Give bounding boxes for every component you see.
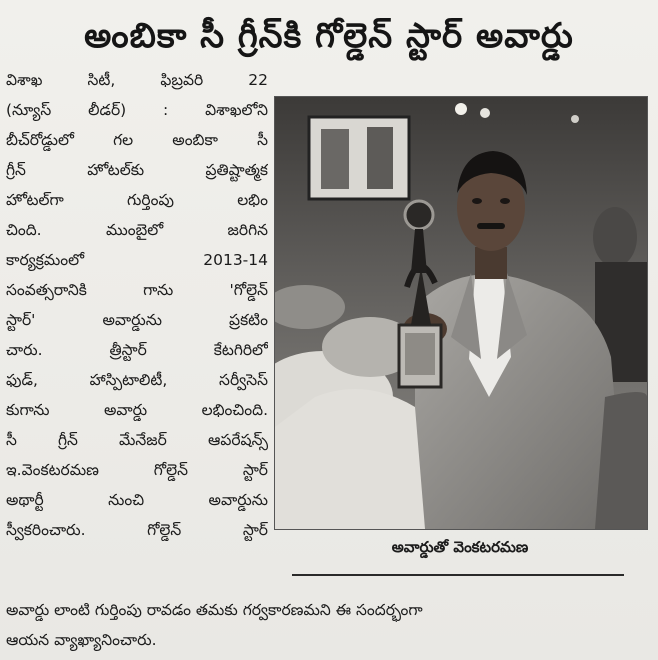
body-text-line: ఫుడ్, హాస్పిటాలిటీ, సర్వీసెస్ xyxy=(6,371,268,389)
body-text-line: విశాఖ సిటీ, ఫిబ్రవరి 22 xyxy=(6,71,268,89)
headline: అంబికా సీ గ్రీన్‌కి గోల్డెన్ స్టార్ అవార్డు xyxy=(84,16,574,56)
body-text-line: చారు. త్రీస్టార్ కేటగిరిలో xyxy=(6,341,268,359)
body-text-line: (న్యూస్ లీడర్) : విశాఖలోని xyxy=(6,101,268,119)
body-text-line: హోటల్‌గా గుర్తింపు లభిం xyxy=(6,191,268,209)
body-text-line: సంవత్సరానికి గాను 'గోల్డెన్ xyxy=(6,281,268,299)
body-text-line: సీ గ్రీన్ మేనేజర్ ఆపరేషన్స్ xyxy=(6,431,268,449)
caption-divider xyxy=(292,574,624,576)
body-text-line: అథార్టీ నుంచి అవార్డును xyxy=(6,491,268,509)
body-text-line: గ్రీన్ హోటల్‌కు ప్రతిష్టాత్మక xyxy=(6,161,268,179)
body-text-line: బీచ్‌రోడ్డులో గల అంబికా సీ xyxy=(6,131,268,149)
body-text-line: చింది. ముంబైలో జరిగిన xyxy=(6,221,268,239)
body-text-line: కుగాను అవార్డు లభించింది. xyxy=(6,401,268,419)
body-text-line: ఇ.వెంకటరమణ గోల్డెన్ స్టార్ xyxy=(6,461,268,479)
award-photo xyxy=(274,96,648,530)
body-text-line: కార్యక్రమంలో 2013-14 xyxy=(6,251,268,269)
body-text-line: స్వీకరించారు. గోల్డెన్ స్టార్ xyxy=(6,521,268,539)
body-text-line: స్టార్' అవార్డును ప్రకటిం xyxy=(6,311,268,329)
body-text-line: ఆయన వ్యాఖ్యానించారు. xyxy=(6,631,157,649)
body-text-line: అవార్డు లాంటి గుర్తింపు రావడం తమకు గర్వకారణమని ఈ సందర్భంగా xyxy=(6,601,423,619)
photo-caption: అవార్డుతో వెంకటరమణ xyxy=(391,538,529,556)
